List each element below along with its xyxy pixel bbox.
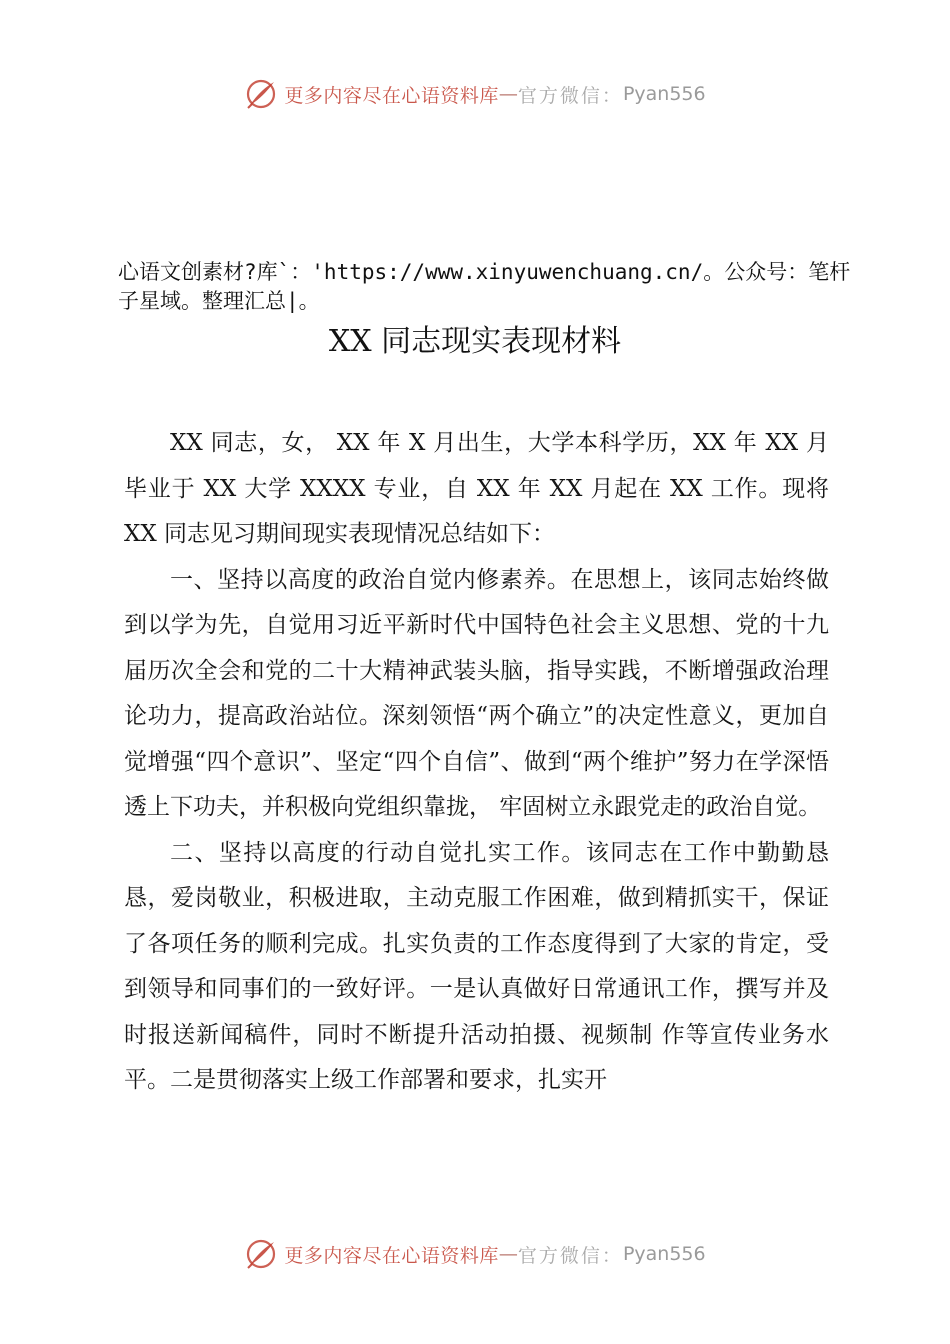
- watermark-banner-top: [0, 72, 950, 116]
- feather-circle-logo-icon: [244, 77, 278, 111]
- paragraph-intro: XX 同志，女， XX 年 X 月出生，大学本科学历，XX 年 XX 月毕业于 XX 大学 XXXX 专业，自 XX 年 XX 月起在 XX 工作。现将 XX 同志见习期间现实表现情况总结如下：: [124, 430, 829, 547]
- watermark-wechat-id: Pyan556: [622, 83, 706, 105]
- source-note: 心语文创素材?库`：'https://www.xinyuwenchuang.cn/。公众号：笔杆子星域。整理汇总|。: [118, 260, 851, 313]
- document-title: XX 同志现实表现材料: [328, 324, 622, 359]
- watermark-brand-text: 更多内容尽在心语资料库: [284, 1244, 499, 1267]
- watermark-label: 官方微信：: [517, 84, 623, 107]
- watermark-separator: —: [498, 83, 518, 105]
- paragraph-section-one: 一、坚持以高度的政治自觉内修素养。在思想上，该同志始终做到以学为先，自觉用习近平新时代中国特色社会主义思想、党的十九届历次全会和党的二十大精神武装头脑，指导实践，不断增强政治理论功力，提高政治站位。深刻领悟“两个确立”的决定性意义，更加自觉增强“四个意识”、坚定“四个自信”、做到“两个维护”努力在学深悟透上下功夫，并积极向党组织靠拢， 牢固树立永跟党走的政治自觉。: [124, 566, 829, 820]
- watermark-banner-bottom: [0, 1232, 950, 1276]
- watermark-label: 官方微信：: [517, 1244, 623, 1267]
- watermark-separator: —: [498, 1243, 518, 1265]
- document-body: [124, 421, 829, 1104]
- watermark-brand-text: 更多内容尽在心语资料库: [284, 84, 499, 107]
- feather-circle-logo-icon: [244, 1237, 278, 1271]
- watermark-wechat-id: Pyan556: [622, 1243, 706, 1265]
- paragraph-section-two: 二、坚持以高度的行动自觉扎实工作。该同志在工作中勤勤恳恳，爱岗敬业，积极进取，主动克服工作困难，做到精抓实干，保证了各项任务的顺利完成。扎实负责的工作态度得到了大家的肯定，受到领导和同事们的一致好评。一是认真做好日常通讯工作，撰写并及时报送新闻稿件，同时不断提升活动拍摄、视频制 作等宣传业务水平。二是贯彻落实上级工作部署和要求，扎实开: [124, 839, 829, 1093]
